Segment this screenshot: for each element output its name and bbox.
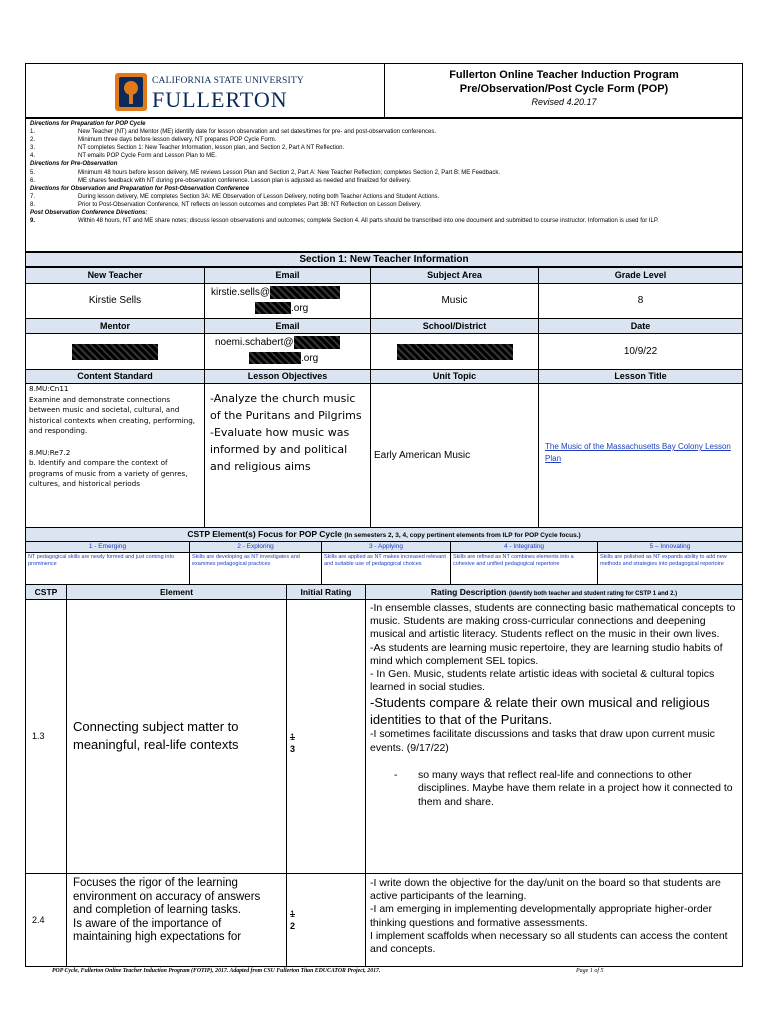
me-email-domain: .org	[301, 353, 319, 364]
mentor-name	[25, 333, 205, 370]
h-new-teacher: New Teacher	[25, 267, 205, 284]
direction-text: ME shares feedback with NT during pre-observation conference. Lesson plan is adjusted as needed and finalized for delivery.	[78, 177, 411, 184]
direction-number: 8.	[30, 201, 36, 208]
cstp-title: CSTP Element(s) Focus for POP Cycle	[187, 529, 342, 539]
lesson-plan-link[interactable]: The Music of the Massachusetts Bay Colony Lesson Plan	[545, 442, 731, 463]
desc-secondary: -I sometimes facilitate discussions and tasks that draw upon current music events. (9/17/22)	[370, 728, 715, 754]
direction-text: New Teacher (NT) and Mentor (ME) identify date for lesson observation and set dates/times for pre- and post-observation conferences.	[78, 129, 437, 136]
h-school: School/District	[370, 318, 539, 334]
direction-item	[30, 152, 738, 160]
rating-old: 1	[290, 909, 296, 919]
direction-item	[30, 169, 738, 177]
desc-bullet	[370, 769, 738, 810]
direction-number: 4.	[30, 153, 36, 160]
direction-number: 3.	[30, 145, 36, 152]
h-rating-desc: Rating Description	[430, 587, 507, 597]
header-divider	[384, 64, 385, 118]
me-email-user: noemi.schabert@	[215, 337, 294, 348]
redaction-box	[255, 302, 291, 314]
desc-main: -In ensemble classes, students are connecting basic mathematical concepts to music. Students are making cross-curricular connections and deepening musical and artistic literacy. Students reflect on the music in their own lives. -As students are learning music repertoire, they are learning studio habits of mind which complement SEL topics. - In Gen. Music, students relate artistic ideas with societal & cultural topics learned in social studies.	[370, 602, 736, 694]
directions-post-list	[30, 217, 738, 225]
content-standard: 8.MU:Cn11 Examine and demonstrate connections between music and societal, cultural, and historical contexts when creating, performing, and responding. 8.MU:Re7.2 b. Identify and compare the context of programs of music from a variety of genres, cultures, and historical periods	[25, 383, 205, 528]
rating-level-desc: Skills are developing as NT investigates and examines pedagogical practices	[189, 552, 322, 585]
h-standard: Content Standard	[25, 369, 205, 384]
nt-email-user: kirstie.sells@	[211, 287, 271, 298]
new-teacher-name: Kirstie Sells	[25, 283, 205, 319]
form-title: Pre/Observation/Post Cycle Form (POP)	[459, 83, 669, 95]
direction-number: 1.	[30, 129, 36, 136]
rating-level-4: 4 - Integrating	[450, 541, 598, 553]
cstp-row-rating	[286, 599, 366, 874]
h-mentor: Mentor	[25, 318, 205, 334]
cstp-title-note: (In semesters 2, 3, 4, copy pertinent elements from ILP for POP Cycle focus.)	[344, 532, 581, 539]
rating-level-1: 1 - Emerging	[25, 541, 190, 553]
redaction-box	[294, 336, 340, 349]
nt-email-domain: .org	[291, 303, 309, 314]
rating-level-5: 5 – Innovating	[597, 541, 743, 553]
direction-item	[30, 201, 738, 209]
direction-item	[30, 128, 738, 136]
directions-prep-list	[30, 128, 738, 160]
logo	[114, 70, 314, 114]
cstp-row-description: -I write down the objective for the day/unit on the board so that students are active participants of the learning. -I am emerging in implementing developmentally appropriate higher-order thinking questions and formative assessments. I implement scaffolds when necessary so all students can access the content and concepts.	[365, 873, 743, 967]
direction-number: 2.	[30, 137, 36, 144]
h-rating-desc-note: (Identify both teacher and student rating for CSTP 1 and 2.)	[508, 591, 678, 597]
bullet-dash: -	[394, 768, 398, 781]
directions-prep-title: Directions for Preparation for POP Cycle	[30, 121, 146, 127]
direction-text: NT emails POP Cycle Form and Lesson Plan to ME.	[78, 153, 217, 160]
footer-page: Page 1 of 5	[576, 968, 604, 974]
h-unit: Unit Topic	[370, 369, 539, 384]
section1-title: Section 1: New Teacher Information	[25, 252, 743, 267]
direction-number: 9.	[30, 218, 36, 225]
h-initial-rating: Initial Rating	[286, 584, 366, 600]
desc-highlight: -Students compare & relate their own musical and religious identities to that of the Puritans.	[370, 695, 710, 728]
direction-text: Minimum three days before lesson delivery, NT prepares POP Cycle Form.	[78, 137, 277, 144]
rating-level-desc: NT pedagogical skills are newly formed and just coming into prominence	[25, 552, 190, 585]
h-objectives: Lesson Objectives	[204, 369, 371, 384]
h-subject: Subject Area	[370, 267, 539, 284]
cstp-row-rating	[286, 873, 366, 967]
redaction-box	[270, 286, 340, 299]
rating-level-desc: Skills are refined as NT combines elements into a cohesive and unified pedagogical repertoire	[450, 552, 598, 585]
redaction-box	[397, 344, 513, 360]
directions-pre-list	[30, 169, 738, 185]
directions-obs-list	[30, 193, 738, 209]
rating-new: 2	[290, 921, 296, 931]
rating-level-2: 2 - Exploring	[189, 541, 322, 553]
logo-top-text: CALIFORNIA STATE UNIVERSITY	[152, 76, 304, 86]
h-date: Date	[538, 318, 743, 334]
redaction-box	[249, 352, 301, 364]
direction-item	[30, 136, 738, 144]
cstp-row-code: 1.3	[25, 599, 67, 874]
cstp-row-element: Focuses the rigor of the learning environment on accuracy of answers and completion of learning tasks. Is aware of the importance of maintaining high expectations for	[66, 873, 287, 967]
lesson-date: 10/9/22	[538, 333, 743, 370]
cstp-row-description	[365, 599, 743, 874]
subject-area: Music	[370, 283, 539, 319]
h-email: Email	[204, 267, 371, 284]
university-seal-icon	[114, 72, 148, 112]
cstp-row-code: 2.4	[25, 873, 67, 967]
school-district	[370, 333, 539, 370]
rating-level-3: 3 - Applying	[321, 541, 451, 553]
lesson-objectives: -Analyze the church music of the Puritans and Pilgrims -Evaluate how music was informed by and political and religious aims	[204, 383, 371, 528]
logo-main-text: FULLERTON	[152, 87, 288, 112]
bullet-text: so many ways that reflect real-life and connections to other disciplines. Maybe have them relate in a project how it connected to them and share.	[418, 768, 733, 808]
redaction-box	[72, 344, 158, 360]
header-titles	[386, 68, 742, 108]
direction-number: 6.	[30, 177, 36, 184]
rating-level-desc: Skills are applied as NT makes increased relevant and suitable use of pedagogical choices	[321, 552, 451, 585]
program-title: Fullerton Online Teacher Induction Program	[449, 69, 679, 81]
direction-item	[30, 217, 738, 225]
direction-item	[30, 193, 738, 201]
direction-text: Minimum 48 hours before lesson delivery, ME reviews Lesson Plan and Section 2, Part A: New Teacher Reflection; completes Section 2, Part B: ME Feedback.	[78, 169, 500, 176]
direction-text: NT completes Section 1: New Teacher Information, lesson plan, and Section 2, Part A NT Reflection.	[78, 145, 345, 152]
footer-left: POP Cycle, Fullerton Online Teacher Induction Program (FOTIP), 2017. Adapted from CSU Fullerton Titan EDUCATOR Project, 2017.	[52, 968, 381, 974]
h-email2: Email	[204, 318, 371, 334]
h-lesson-title: Lesson Title	[538, 369, 743, 384]
lesson-title-cell	[538, 383, 743, 528]
direction-number: 5.	[30, 169, 36, 176]
directions-block	[25, 118, 743, 252]
direction-number: 7.	[30, 193, 36, 200]
cstp-row-element: Connecting subject matter to meaningful, real-life contexts	[66, 599, 287, 874]
mentor-email	[204, 333, 371, 370]
unit-topic: Early American Music	[370, 383, 539, 528]
rating-old: 1	[290, 732, 296, 742]
direction-item	[30, 177, 738, 185]
cstp-title-bar	[25, 527, 743, 542]
rating-new: 3	[290, 744, 296, 754]
directions-pre-title: Directions for Pre-Observation	[30, 161, 118, 168]
direction-text: During lesson delivery, ME completes Section 3A: ME Observation of Lesson Delivery, noting both Teacher Actions and Student Actions.	[78, 193, 440, 200]
h-rating-desc-bar	[365, 584, 743, 600]
direction-item	[30, 144, 738, 152]
h-cstp: CSTP	[25, 584, 67, 600]
revised-date: Revised 4.20.17	[531, 97, 597, 107]
directions-obs-title: Directions for Observation and Preparation for Post-Observation Conference	[30, 185, 250, 192]
direction-text: Within 48 hours, NT and ME share notes; discuss lesson observations and outcomes; complete Section 4. All parts should be transcribed into one document and submitted to course instructor. Information is used for ILP.	[78, 218, 659, 225]
new-teacher-email	[204, 283, 371, 319]
h-grade: Grade Level	[538, 267, 743, 284]
rating-level-desc: Skills are polished as NT expands ability to add new methods and strategies into pedagogical repertoire	[597, 552, 743, 585]
h-element: Element	[66, 584, 287, 600]
direction-text: Prior to Post-Observation Conference, NT reflects on lesson outcomes and completes Part 3B: NT Reflection on Lesson Delivery.	[78, 201, 422, 208]
header-box	[25, 63, 743, 118]
directions-post-title: Post Observation Conference Directions:	[30, 210, 148, 217]
grade-level: 8	[538, 283, 743, 319]
